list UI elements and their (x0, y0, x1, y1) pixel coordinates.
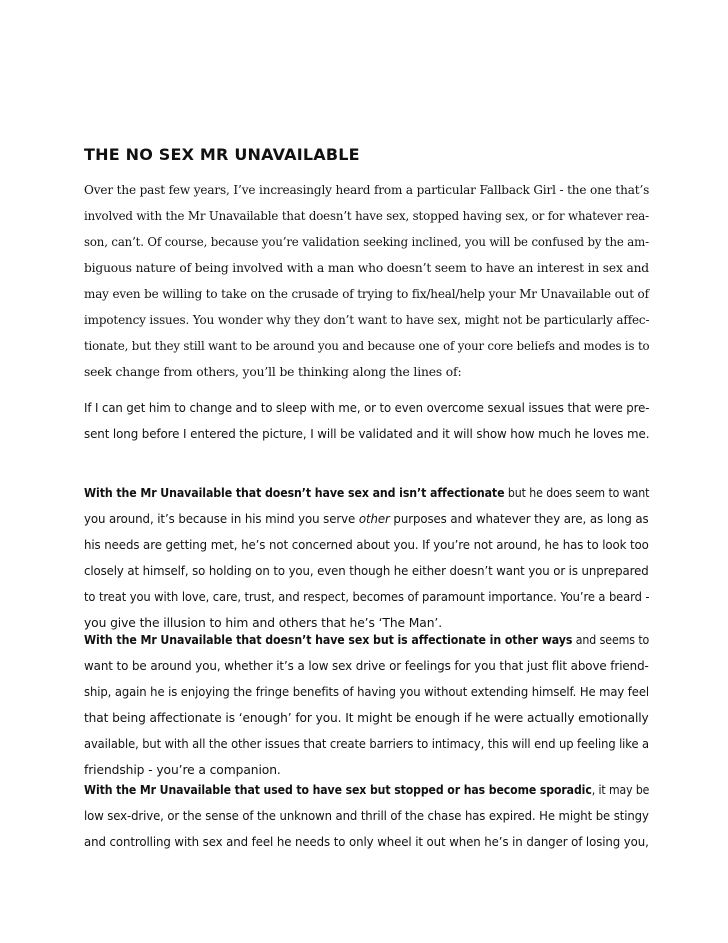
paragraph-line: to treat you with love, care, trust, and respect, becomes of paramount importance. You’re a beard - (84, 590, 650, 604)
paragraph-line: you give the illusion to him and others that he’s ‘The Man’. (84, 616, 443, 630)
quote-line: sent long before I entered the picture, I will be validated and it will show how much he loves me. (84, 427, 650, 441)
intro-line: biguous nature of being involved with a man who doesn’t seem to have an interest in sex and (84, 261, 649, 275)
intro-line: seek change from others, you’ll be thinking along the lines of: (84, 365, 462, 379)
paragraph-line: closely at himself, so holding on to you, even though he either doesn’t want you or is unprepared (84, 564, 649, 578)
paragraph-lead: With the Mr Unavailable that doesn’t have sex and isn’t affectionate (84, 486, 505, 500)
paragraph-line: low sex-drive, or the sense of the unknown and thrill of the chase has expired. He might be stingy (84, 809, 649, 823)
paragraph-line: his needs are getting met, he’s not concerned about you. If you’re not around, he has to look too (84, 538, 649, 552)
paragraph-text: , it may be (591, 783, 650, 797)
paragraph-line (84, 511, 649, 527)
intro-line: Over the past few years, I’ve increasingly heard from a particular Fallback Girl - the one that’s (84, 183, 650, 197)
paragraph-line (84, 632, 649, 648)
paragraph-lead: With the Mr Unavailable that used to have sex but stopped or has become sporadic (84, 783, 592, 797)
intro-line: involved with the Mr Unavailable that doesn’t have sex, stopped having sex, or for whatever rea- (84, 209, 649, 223)
paragraph-line (84, 782, 649, 798)
paragraph-line: available, but with all the other issues that create barriers to intimacy, this will end up feeling like a (84, 737, 649, 751)
paragraph-line (84, 485, 649, 501)
quote-line: If I can get him to change and to sleep with me, or to even overcome sexual issues that were pre- (84, 401, 650, 415)
paragraph-line: ship, again he is enjoying the fringe benefits of having you without extending himself. He may feel (84, 685, 650, 699)
paragraph-text: purposes and whatever they are, as long as (389, 512, 649, 526)
intro-line: impotency issues. You wonder why they don’t want to have sex, might not be particularly affec- (84, 313, 650, 327)
paragraph-line: that being affectionate is ‘enough’ for you. It might be enough if he were actually emotionally (84, 711, 649, 725)
paragraph-text: but he does seem to want (504, 486, 650, 500)
paragraph-lead: With the Mr Unavailable that doesn’t have sex but is affectionate in other ways (84, 633, 573, 647)
paragraph-line: friendship - you’re a companion. (84, 763, 281, 777)
paragraph-text: and seems to (572, 633, 650, 647)
intro-line: tionate, but they still want to be around you and because one of your core beliefs and modes is to (84, 339, 650, 353)
intro-line: may even be willing to take on the crusade of trying to fix/heal/help your Mr Unavailable out of (84, 287, 649, 301)
paragraph-line: and controlling with sex and feel he needs to only wheel it out when he’s in danger of losing you, (84, 835, 649, 849)
section-title: THE NO SEX MR UNAVAILABLE (84, 145, 360, 164)
intro-line: son, can’t. Of course, because you’re validation seeking inclined, you will be confused by the am- (84, 235, 649, 249)
paragraph-line: want to be around you, whether it’s a low sex drive or feelings for you that just flit above friend- (84, 659, 649, 673)
paragraph-text: you around, it’s because in his mind you serve (84, 512, 359, 526)
emphasis-text: other (358, 512, 390, 526)
